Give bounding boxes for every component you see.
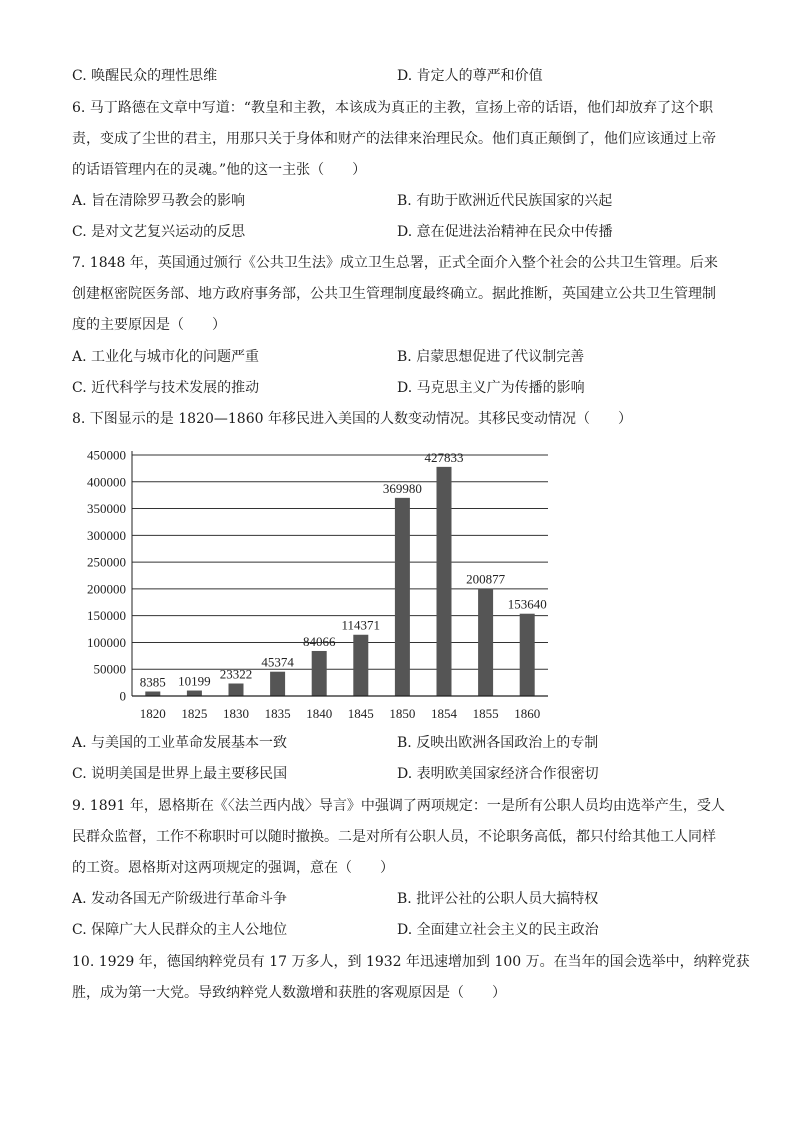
q6-stem-line-2: 责，变成了尘世的君主，用那只关于身体和财产的法律来治理民众。他们真正颠倒了，他们应该通过上帝 <box>72 131 716 147</box>
y-tick-label: 300000 <box>87 527 126 543</box>
q7-option-b: B. 启蒙思想促进了代议制完善 <box>397 349 585 365</box>
bar-1820 <box>145 692 160 696</box>
bar-1855 <box>478 588 493 696</box>
bar-1825 <box>187 691 202 696</box>
x-tick-label-1845: 1845 <box>347 706 374 721</box>
y-tick-label: 250000 <box>87 554 126 570</box>
x-tick-label-1830: 1830 <box>223 706 249 721</box>
q7-stem-line-3: 度的主要原因是（ ） <box>72 317 226 333</box>
x-tick-label-1854: 1854 <box>431 706 457 721</box>
q6-stem-line-3: 的话语管理内在的灵魂。”他的这一主张（ ） <box>72 162 367 178</box>
q9-option-c: C. 保障广大人民群众的主人公地位 <box>72 922 288 938</box>
data-label-1845: 114371 <box>341 617 381 633</box>
q7-option-c: C. 近代科学与技术发展的推动 <box>72 380 260 396</box>
bar-1860 <box>520 614 535 696</box>
q9-stem-line-3: 的工资。恩格斯对这两项规定的强调，意在（ ） <box>72 860 394 876</box>
q10-stem-line-1: 10. 1929 年，德国纳粹党员有 17 万多人，到 1932 年迅速增加到 100 万。在当年的国会选举中，纳粹党获 <box>72 954 750 970</box>
bar-1830 <box>229 684 244 696</box>
y-tick-label: 350000 <box>87 501 126 517</box>
data-label-1825: 10199 <box>178 673 211 689</box>
y-tick-label: 150000 <box>87 608 126 624</box>
q9-option-d: D. 全面建立社会主义的民主政治 <box>397 922 599 938</box>
data-label-1830: 23322 <box>219 666 253 682</box>
x-tick-label-1825: 1825 <box>181 706 208 721</box>
q9-option-b: B. 批评公社的公职人员大搞特权 <box>397 891 599 907</box>
data-label-1855: 200877 <box>466 571 506 587</box>
bar-1854 <box>437 467 452 696</box>
q7-stem-line-2: 创建枢密院医务部、地方政府事务部，公共卫生管理制度最终确立。据此推断，英国建立公共卫生管理制 <box>72 286 716 302</box>
q7-option-d: D. 马克思主义广为传播的影响 <box>397 380 585 396</box>
bar-1845 <box>353 635 368 696</box>
x-tick-label-1840: 1840 <box>306 706 333 721</box>
immigration-bar-chart <box>70 440 560 725</box>
y-tick-label: 0 <box>119 688 126 704</box>
q5-option-c: C. 唤醒民众的理性思维 <box>72 68 218 84</box>
q8-stem-line-1: 8. 下图显示的是 1820—1860 年移民进入美国的人数变动情况。其移民变动情况（ ） <box>72 411 632 427</box>
y-tick-label: 200000 <box>87 581 126 597</box>
q6-option-c: C. 是对文艺复兴运动的反思 <box>72 224 246 240</box>
bar-1835 <box>270 672 285 696</box>
y-tick-label: 400000 <box>87 474 126 490</box>
bar-1850 <box>395 498 410 696</box>
q10-stem-line-2: 胜，成为第一大党。导致纳粹党人数激增和获胜的客观原因是（ ） <box>72 985 506 1001</box>
q7-stem-line-1: 7. 1848 年，英国通过颁行《公共卫生法》成立卫生总署，正式全面介入整个社会的公共卫生管理。后来 <box>72 255 718 271</box>
q6-option-a: A. 旨在清除罗马教会的影响 <box>72 193 246 209</box>
data-label-1850: 369980 <box>382 480 422 496</box>
data-label-1835: 45374 <box>261 654 294 670</box>
data-label-1860: 153640 <box>507 596 547 612</box>
q8-option-d: D. 表明欧美国家经济合作很密切 <box>397 766 599 782</box>
q9-stem-line-1: 9. 1891 年，恩格斯在《〈法兰西内战〉导言》中强调了两项规定：一是所有公职人员均由选举产生，受人 <box>72 798 725 814</box>
y-tick-label: 50000 <box>93 661 126 677</box>
q5-option-d: D. 肯定人的尊严和价值 <box>397 68 543 84</box>
data-label-1820: 8385 <box>139 674 166 690</box>
bar-1840 <box>312 651 327 696</box>
x-tick-label-1820: 1820 <box>139 706 166 721</box>
x-tick-label-1855: 1855 <box>472 706 499 721</box>
q9-option-a: A. 发动各国无产阶级进行革命斗争 <box>72 891 288 907</box>
q6-option-d: D. 意在促进法治精神在民众中传播 <box>397 224 613 240</box>
q7-option-a: A. 工业化与城市化的问题严重 <box>72 349 260 365</box>
q8-option-a: A. 与美国的工业革命发展基本一致 <box>72 735 288 751</box>
data-label-1840: 84066 <box>302 633 336 649</box>
data-label-1854: 427833 <box>424 449 464 465</box>
q6-option-b: B. 有助于欧洲近代民族国家的兴起 <box>397 193 613 209</box>
y-tick-label: 100000 <box>87 634 126 650</box>
q8-option-c: C. 说明美国是世界上最主要移民国 <box>72 766 288 782</box>
x-tick-label-1860: 1860 <box>514 706 541 721</box>
q6-stem-line-1: 6. 马丁路德在文章中写道：“教皇和主教，本该成为真正的主教，宣扬上帝的话语，他们却放弃了这个职 <box>72 100 713 116</box>
y-tick-label: 450000 <box>87 447 126 463</box>
q8-option-b: B. 反映出欧洲各国政治上的专制 <box>397 735 599 751</box>
q9-stem-line-2: 民群众监督，工作不称职时可以随时撤换。二是对所有公职人员，不论职务高低，都只付给其他工人同样 <box>72 829 716 845</box>
x-tick-label-1835: 1835 <box>264 706 291 721</box>
x-tick-label-1850: 1850 <box>389 706 416 721</box>
